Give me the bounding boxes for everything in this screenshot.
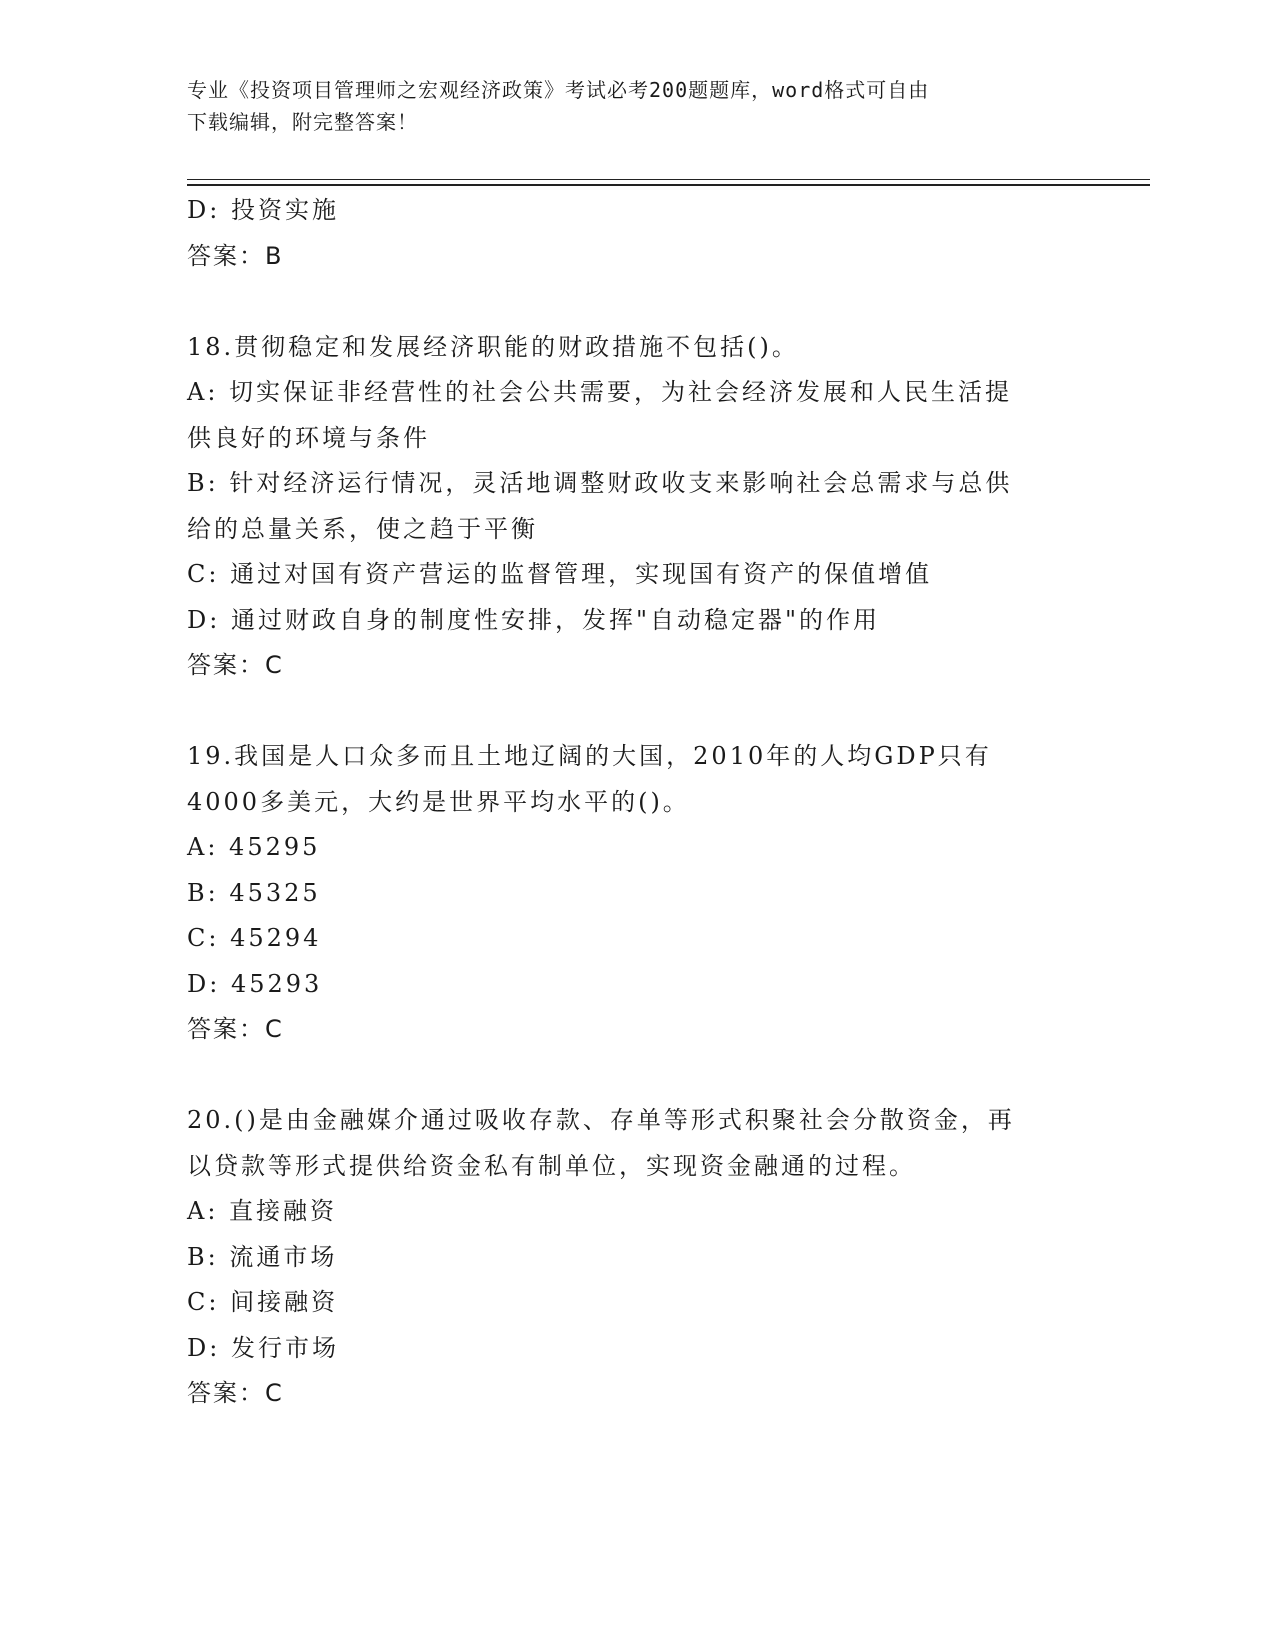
document-header xyxy=(187,74,1087,138)
spacer xyxy=(187,279,1087,325)
header-line-1: 专业《投资项目管理师之宏观经济政策》考试必考200题题库，word格式可自由 xyxy=(187,78,930,102)
prev-option-d: D: 投资实施 xyxy=(187,196,339,224)
q19-option-c: C: 45294 xyxy=(187,924,322,952)
q20-option-c: C: 间接融资 xyxy=(187,1288,339,1316)
q20-stem-line-2: 以贷款等形式提供给资金私有制单位，实现资金融通的过程。 xyxy=(187,1151,916,1180)
q19-option-d: D: 45293 xyxy=(187,969,323,998)
q18-stem: 18.贯彻稳定和发展经济职能的财政措施不包括()。 xyxy=(187,332,799,361)
q18-option-a-line-1: A: 切实保证非经营性的社会公共需要，为社会经济发展和人民生活提 xyxy=(187,378,1013,406)
prev-answer: 答案：B xyxy=(187,241,284,270)
header-divider-thin xyxy=(187,179,1150,180)
q18-option-b-line-1: B: 针对经济运行情况，灵活地调整财政收支来影响社会总需求与总供 xyxy=(187,469,1013,497)
header-divider-thick xyxy=(187,184,1150,186)
q18-option-b-line-2: 给的总量关系，使之趋于平衡 xyxy=(187,514,538,543)
q18-option-a-line-2: 供良好的环境与条件 xyxy=(187,423,430,452)
q20-option-a: A: 直接融资 xyxy=(187,1197,338,1225)
q19-stem-line-1: 19.我国是人口众多而且土地辽阔的大国，2010年的人均GDP只有 xyxy=(187,742,992,770)
header-line-2: 下载编辑，附完整答案！ xyxy=(187,110,418,134)
q19-answer: 答案：C xyxy=(187,1015,284,1043)
question-content xyxy=(187,188,1087,1417)
q19-stem-line-2: 4000多美元，大约是世界平均水平的()。 xyxy=(187,787,690,816)
q19-option-a: A: 45295 xyxy=(187,833,321,861)
q20-answer: 答案：C xyxy=(187,1379,284,1407)
spacer xyxy=(187,1053,1087,1099)
q18-option-d: D: 通过财政自身的制度性安排，发挥"自动稳定器"的作用 xyxy=(187,605,881,634)
q20-option-b: B: 流通市场 xyxy=(187,1242,338,1271)
q18-option-c: C: 通过对国有资产营运的监督管理，实现国有资产的保值增值 xyxy=(187,560,933,588)
spacer xyxy=(187,689,1087,735)
q19-option-b: B: 45325 xyxy=(187,878,321,907)
q20-option-d: D: 发行市场 xyxy=(187,1333,339,1362)
q18-answer: 答案：C xyxy=(187,651,284,679)
q20-stem-line-1: 20.()是由金融媒介通过吸收存款、存单等形式积聚社会分散资金，再 xyxy=(187,1106,1015,1134)
